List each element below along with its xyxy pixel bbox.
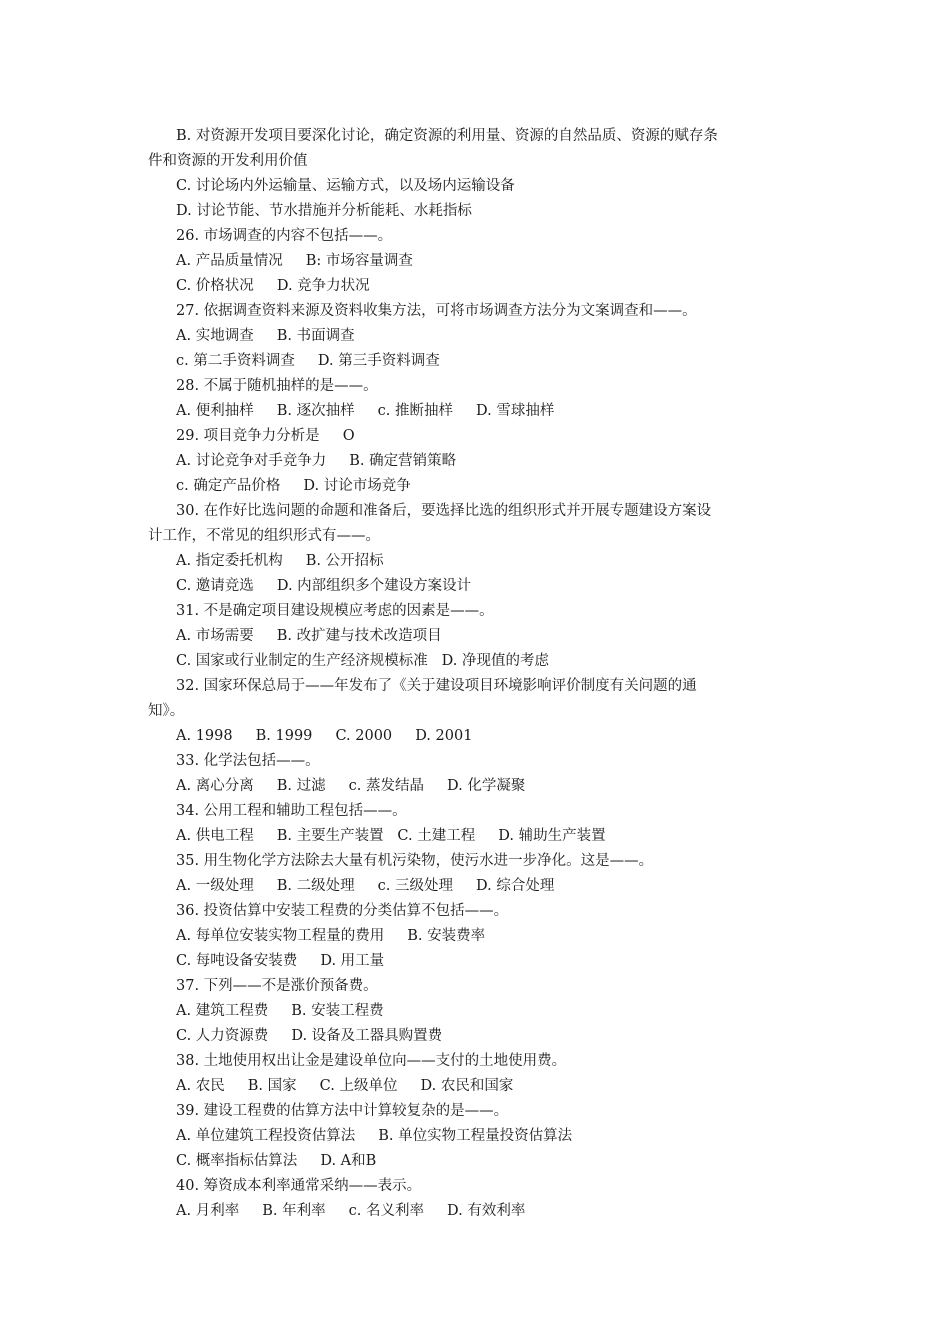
text-line: C. 讨论场内外运输量、运输方式，以及场内运输设备 [176,178,515,194]
text-line: 34. 公用工程和辅助工程包括——。 [176,803,407,819]
text-line: C. 价格状况 D. 竞争力状况 [176,278,370,294]
text-line: A. 实地调查 B. 书面调查 [176,328,355,344]
text-line: 37. 下列——不是涨价预备费。 [176,978,378,994]
text-line: A. 月利率 B. 年利率 c. 名义利率 D. 有效利率 [176,1203,526,1219]
text-line: A. 一级处理 B. 二级处理 c. 三级处理 D. 综合处理 [176,878,555,894]
text-line: 29. 项目竞争力分析是 O [176,428,355,444]
document-body [148,124,808,1224]
text-line: A. 每单位安装实物工程量的费用 B. 安装费率 [176,928,486,944]
text-line: A. 指定委托机构 B. 公开招标 [176,553,384,569]
text-line: 知》。 [148,703,185,719]
text-line: A. 离心分离 B. 过滤 c. 蒸发结晶 D. 化学凝聚 [176,778,526,794]
text-line: C. 概率指标估算法 D. A和B [176,1153,377,1169]
text-line: 28. 不属于随机抽样的是——。 [176,378,378,394]
text-line: 36. 投资估算中安装工程费的分类估算不包括——。 [176,903,509,919]
text-line: A. 讨论竞争对手竞争力 B. 确定营销策略 [176,453,457,469]
text-line: B. 对资源开发项目要深化讨论，确定资源的利用量、资源的自然品质、资源的赋存条 [176,128,718,144]
text-line: A. 农民 B. 国家 C. 上级单位 D. 农民和国家 [176,1078,514,1094]
text-line: A. 1998 B. 1999 C. 2000 D. 2001 [176,728,473,744]
text-line: A. 产品质量情况 B: 市场容量调查 [176,253,413,269]
text-line: 32. 国家环保总局于——年发布了《关于建设项目环境影响评价制度有关问题的通 [176,678,697,694]
text-line: c. 第二手资料调查 D. 第三手资料调查 [176,353,440,369]
text-line: c. 确定产品价格 D. 讨论市场竞争 [176,478,411,494]
text-line: C. 人力资源费 D. 设备及工器具购置费 [176,1028,443,1044]
text-line: A. 市场需要 B. 改扩建与技术改造项目 [176,628,442,644]
text-line: 35. 用生物化学方法除去大量有机污染物，使污水进一步净化。这是——。 [176,853,654,869]
text-line: D. 讨论节能、节水措施并分析能耗、水耗指标 [176,203,472,219]
text-line: C. 每吨设备安装费 D. 用工量 [176,953,385,969]
text-line: 26. 市场调查的内容不包括——。 [176,228,393,244]
text-line: C. 邀请竞选 D. 内部组织多个建设方案设计 [176,578,472,594]
text-line: A. 建筑工程费 B. 安装工程费 [176,1003,384,1019]
text-line: 33. 化学法包括——。 [176,753,320,769]
text-line: 30. 在作好比选问题的命题和准备后，要选择比选的组织形式并开展专题建设方案设 [176,503,712,519]
text-line: 件和资源的开发利用价值 [148,153,308,169]
text-line: 31. 不是确定项目建设规模应考虑的因素是——。 [176,603,494,619]
text-line: 38. 土地使用权出让金是建设单位向——支付的土地使用费。 [176,1053,567,1069]
text-line: C. 国家或行业制定的生产经济规模标准 D. 净现值的考虑 [176,653,549,669]
text-line: 40. 筹资成本利率通常采纳——表示。 [176,1178,422,1194]
text-line: A. 单位建筑工程投资估算法 B. 单位实物工程量投资估算法 [176,1128,573,1144]
text-line: 27. 依据调查资料来源及资料收集方法，可将市场调查方法分为文案调查和——。 [176,303,697,319]
text-line: 39. 建设工程费的估算方法中计算较复杂的是——。 [176,1103,509,1119]
text-line: A. 供电工程 B. 主要生产装置 C. 土建工程 D. 辅助生产装置 [176,828,606,844]
text-line: A. 便利抽样 B. 逐次抽样 c. 推断抽样 D. 雪球抽样 [176,403,555,419]
text-line: 计工作，不常见的组织形式有——。 [148,528,380,544]
